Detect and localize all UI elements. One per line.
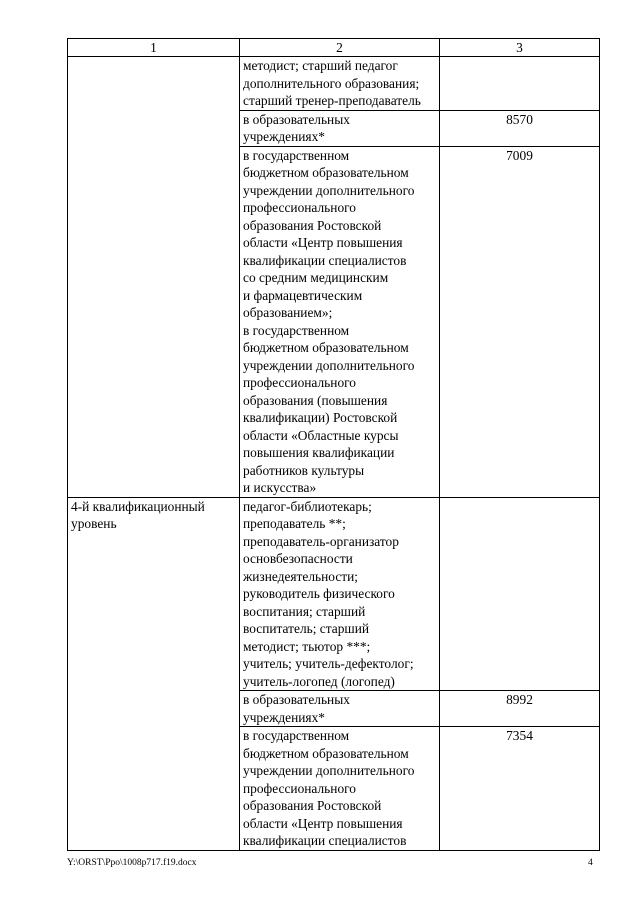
- table-row: [68, 497, 600, 691]
- position-cell: педагог-библиотекарь; преподаватель **; преподаватель-организатор основбезопасности жизнедеятельности; руководитель физического воспитания; старший воспитатель; старший методист; тьютор ***; учитель; учитель-дефектолог; учитель-логопед (логопед): [240, 497, 440, 691]
- table-header-row: [68, 39, 600, 57]
- salary-cell: 8570: [440, 110, 600, 146]
- salary-cell: 7354: [440, 727, 600, 851]
- position-cell: в образовательных учреждениях*: [240, 691, 440, 727]
- salary-cell: 8992: [440, 691, 600, 727]
- level-cell-empty: [68, 57, 240, 498]
- qualification-level-cell: 4-й квалификационный уровень: [68, 497, 240, 850]
- column-header-2: 2: [240, 39, 440, 57]
- position-cell: в государственном бюджетном образовательном учреждении дополнительного профессионального образования Ростовской области «Центр повышения квалификации специалистов: [240, 727, 440, 851]
- position-cell: в образовательных учреждениях*: [240, 110, 440, 146]
- column-header-1: 1: [68, 39, 240, 57]
- column-header-3: 3: [440, 39, 600, 57]
- table-row: [68, 57, 600, 111]
- position-cell: в государственном бюджетном образовательном учреждении дополнительного профессионального образования Ростовской области «Центр повышения квалификации специалистов со средним медицинским и фармацевтическим образованием»; в государственном бюджетном образовательном учреждении дополнительного профессионального образования (повышения квалификации) Ростовской области «Областные курсы повышения квалификации работников культуры и искусства»: [240, 146, 440, 497]
- salary-cell: [440, 497, 600, 691]
- salary-table: [67, 38, 600, 851]
- salary-cell: [440, 57, 600, 111]
- position-cell: методист; старший педагог дополнительного образования; старший тренер-преподаватель: [240, 57, 440, 111]
- footer-page-number: 4: [588, 858, 593, 868]
- footer-file-path: Y:\ORST\Ppo\1008p717.f19.docx: [67, 858, 197, 868]
- salary-cell: 7009: [440, 146, 600, 497]
